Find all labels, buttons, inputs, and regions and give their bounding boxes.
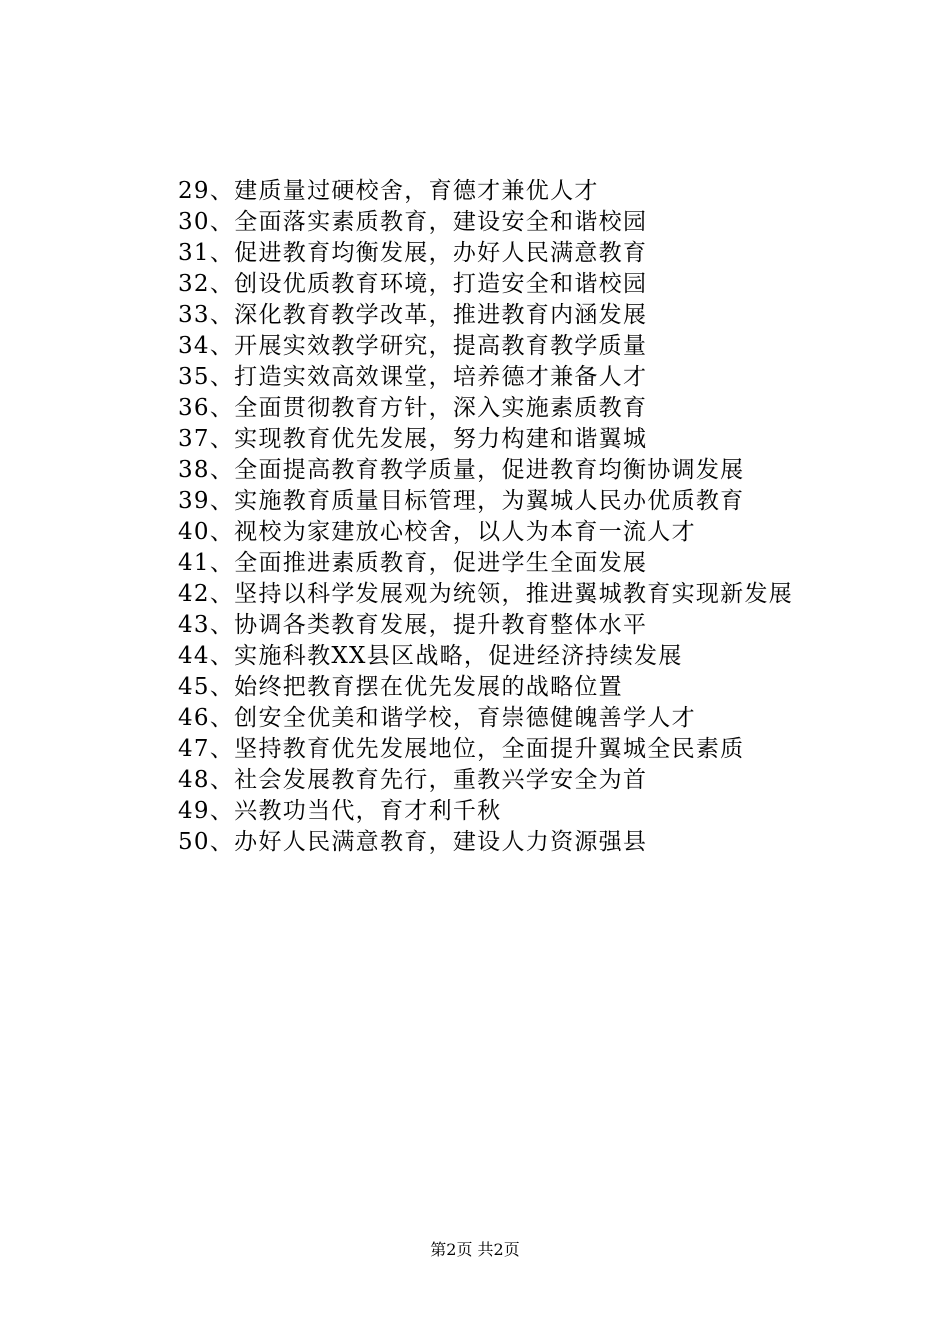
slogan-item: 33、深化教育教学改革，推进教育内涵发展: [178, 302, 648, 328]
slogan-item: 36、全面贯彻教育方针，深入实施素质教育: [178, 395, 648, 421]
slogan-item: 43、协调各类教育发展，提升教育整体水平: [178, 612, 648, 638]
slogan-item: 45、始终把教育摆在优先发展的战略位置: [178, 674, 623, 700]
slogan-item: 44、实施科教XX县区战略，促进经济持续发展: [178, 643, 683, 669]
slogan-item: 42、坚持以科学发展观为统领，推进翼城教育实现新发展: [178, 581, 794, 607]
slogan-item: 30、全面落实素质教育，建设安全和谐校园: [178, 209, 648, 235]
slogan-item: 46、创安全优美和谐学校，育崇德健魄善学人才: [178, 705, 696, 731]
slogan-item: 37、实现教育优先发展，努力构建和谐翼城: [178, 426, 648, 452]
slogan-item: 49、兴教功当代，育才利千秋: [178, 798, 502, 824]
slogan-item: 41、全面推进素质教育，促进学生全面发展: [178, 550, 648, 576]
slogan-item: 50、办好人民满意教育，建设人力资源强县: [178, 829, 648, 855]
slogan-item: 38、全面提高教育教学质量，促进教育均衡协调发展: [178, 457, 745, 483]
slogan-item: 31、促进教育均衡发展，办好人民满意教育: [178, 240, 648, 266]
slogan-item: 34、开展实效教学研究，提高教育教学质量: [178, 333, 648, 359]
slogan-list: [178, 176, 793, 858]
slogan-item: 48、社会发展教育先行，重教兴学安全为首: [178, 767, 648, 793]
slogan-item: 32、创设优质教育环境，打造安全和谐校园: [178, 271, 648, 297]
slogan-item: 35、打造实效高效课堂，培养德才兼备人才: [178, 364, 648, 390]
slogan-item: 39、实施教育质量目标管理，为翼城人民办优质教育: [178, 488, 745, 514]
slogan-item: 29、建质量过硬校舍，育德才兼优人才: [178, 178, 599, 204]
page-footer: 第2页 共2页: [430, 1240, 520, 1259]
slogan-item: 40、视校为家建放心校舍，以人为本育一流人才: [178, 519, 696, 545]
slogan-item: 47、坚持教育优先发展地位，全面提升翼城全民素质: [178, 736, 745, 762]
